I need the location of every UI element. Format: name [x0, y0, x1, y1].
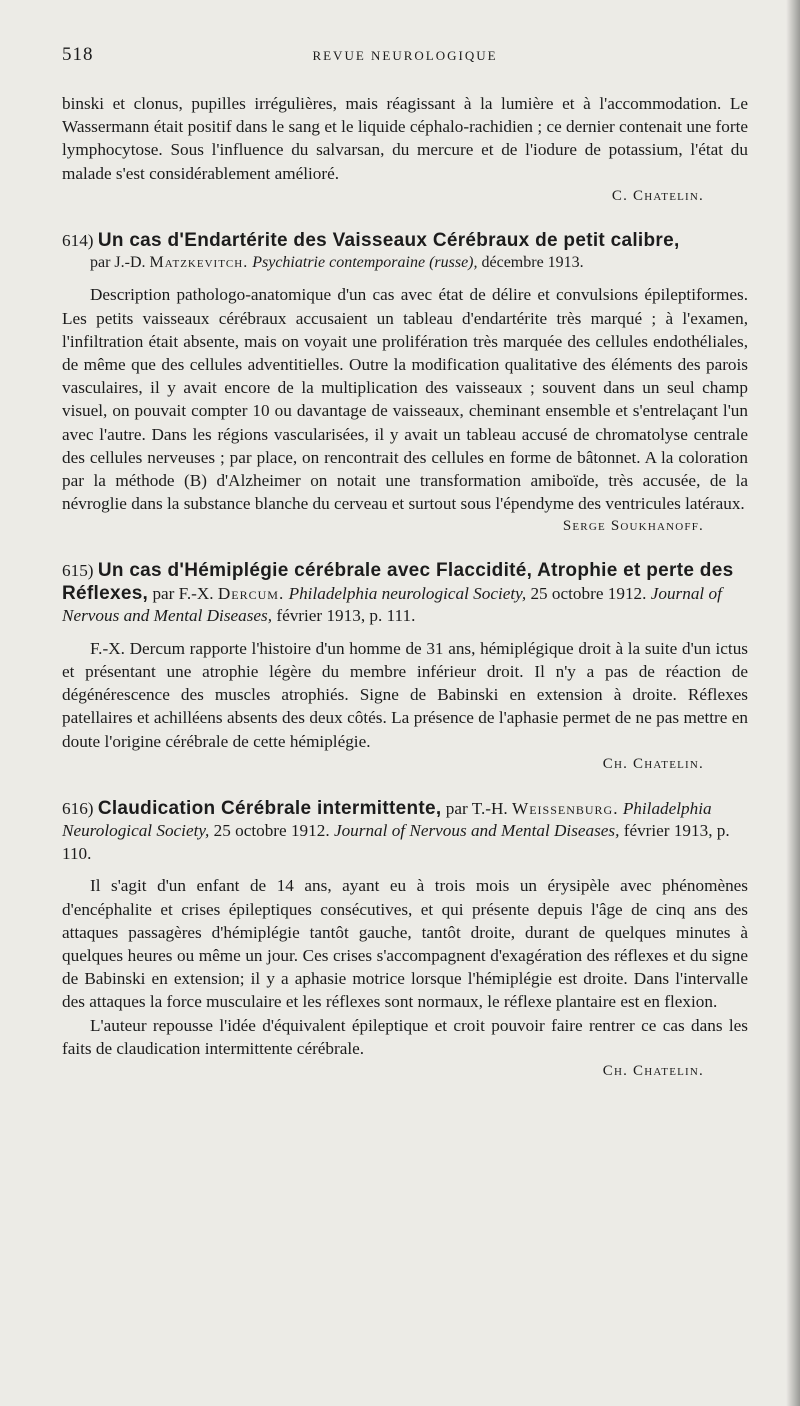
article-heading	[62, 560, 748, 628]
article-by: par J.-D.	[90, 254, 146, 272]
article-source: Psychiatrie contemporaine (russe),	[252, 254, 478, 272]
article-signature: Ch. Chatelin.	[602, 755, 704, 772]
article-signature: Serge Soukhanoff.	[562, 518, 704, 535]
article-source: Philadelphia neurological Society,	[288, 583, 527, 603]
intro-paragraph: binski et clonus, pupilles irrégulières, mais réagissant à la lumière et à l'accommodation. Le Wassermann était positif dans le sang et le liquide céphalo-rachidien ; ce dernier contenait une forte lymphocytose. Sous l'influence du salvarsan, du mercure et de l'iodure de potassium, l'état du malade s'est considérablement amélioré.	[62, 94, 748, 183]
article-date-2: février 1913, p. 110.	[62, 821, 730, 863]
article-date: décembre 1913.	[481, 254, 584, 272]
article-number: 614)	[62, 230, 94, 250]
article-body: F.-X. Dercum rapporte l'histoire d'un homme de 31 ans, hémiplégique droit à la suite d'un ictus et présentant une atrophie légère du membre inférieur droit. Il n'y a pas de réaction de dégénérescence des muscles atrophiés. Signe de Babinski en extension à droite. Réflexes patellaires et achilléens absents des deux côtés. La présence de l'aphasie permet de ne pas mettre en doute l'origine cérébrale de cette hémiplégie.	[62, 638, 748, 751]
article-date-2: février 1913, p. 111.	[276, 606, 416, 626]
article-author: Weissenburg.	[511, 798, 619, 818]
journal-title: REVUE NEUROLOGIQUE	[312, 48, 498, 63]
article-date: 25 octobre 1912.	[530, 583, 647, 603]
article-by: par F.-X.	[152, 583, 214, 603]
page-number: 518	[62, 44, 94, 65]
article-title: Un cas d'Hémiplégie cérébrale avec Flaccidité, Atrophie et perte des Réflexes,	[62, 560, 734, 604]
article-author: Matzkevitch.	[149, 254, 249, 272]
article-by: par T.-H.	[445, 798, 508, 818]
article-body: Description pathologo-anatomique d'un cas avec état de délire et convulsions épileptiformes. Les petits vaisseaux cérébraux accusaient un tableau d'endartérite très marqué ; à l'examen, l'infiltration était absente, mais on voyait une prolifération très marquée des cellules endothéliales, de même que des cellules adventitielles. Outre la modification qualitative des éléments des parois vasculaires, il y avait encore de la multiplication des vaisseaux ; souvent dans un seul champ visuel, on pouvait compter 10 ou davantage de vaisseaux, cheminant ensemble et s'entrelaçant l'un avec l'autre. Dans les régions vascularisées, il y avait un tableau accusé de chromatolyse centrale des cellules nerveuses ; par place, on rencontrait des cellules en forme de bâtonnet. A la coloration par la méthode (B) d'Alzheimer on notait une transformation amiboïde, très accusée, de la névroglie dans la substance blanche du cerveau et surtout sous l'épendyme des ventricules latéraux.	[62, 285, 748, 514]
article-615	[62, 560, 748, 776]
article-author: Dercum.	[217, 583, 285, 603]
article-source-2: Journal of Nervous and Mental Diseases,	[62, 583, 722, 626]
article-title: Claudication Cérébrale intermittente,	[97, 797, 442, 819]
page-edge-shadow	[786, 0, 800, 1406]
running-head	[62, 44, 748, 76]
article-body-2: L'auteur repousse l'idée d'équivalent épileptique et croit pouvoir faire rentrer ce cas dans les faits de claudication intermittente cérébrale.	[62, 1015, 748, 1058]
article-citation	[62, 252, 748, 274]
article-source-2: Journal of Nervous and Mental Diseases,	[333, 821, 620, 841]
article-616	[62, 798, 748, 1083]
article-number: 616)	[62, 798, 94, 818]
article-heading	[62, 230, 748, 253]
article-heading	[62, 798, 748, 866]
intro-signature: C. Chatelin.	[611, 187, 704, 204]
intro-section	[62, 92, 748, 208]
article-614	[62, 230, 748, 539]
article-signature: Ch. Chatelin.	[602, 1062, 704, 1079]
article-number: 615)	[62, 561, 94, 581]
article-source: Philadelphia Neurological Society,	[62, 798, 712, 841]
article-title: Un cas d'Endartérite des Vaisseaux Cérébraux de petit calibre,	[97, 229, 680, 251]
article-body: Il s'agit d'un enfant de 14 ans, ayant eu à trois mois un érysipèle avec phénomènes d'encéphalite et crises épileptiques consécutives, et qui présente depuis l'âge de cinq ans des attaques passagères d'hémiplégie tantôt gauche, tantôt droite, durant de quelques minutes à quelques heures ou même un jour. Ces crises s'accompagnent d'exagération des réflexes et du signe de Babinski en extension; il y a aphasie motrice lorsque l'hémiplégie est droite. Dans l'intervalle des attaques la force musculaire et les réflexes sont normaux, le réflexe plantaire est en flexion.	[62, 876, 748, 1012]
article-date: 25 octobre 1912.	[213, 821, 330, 841]
